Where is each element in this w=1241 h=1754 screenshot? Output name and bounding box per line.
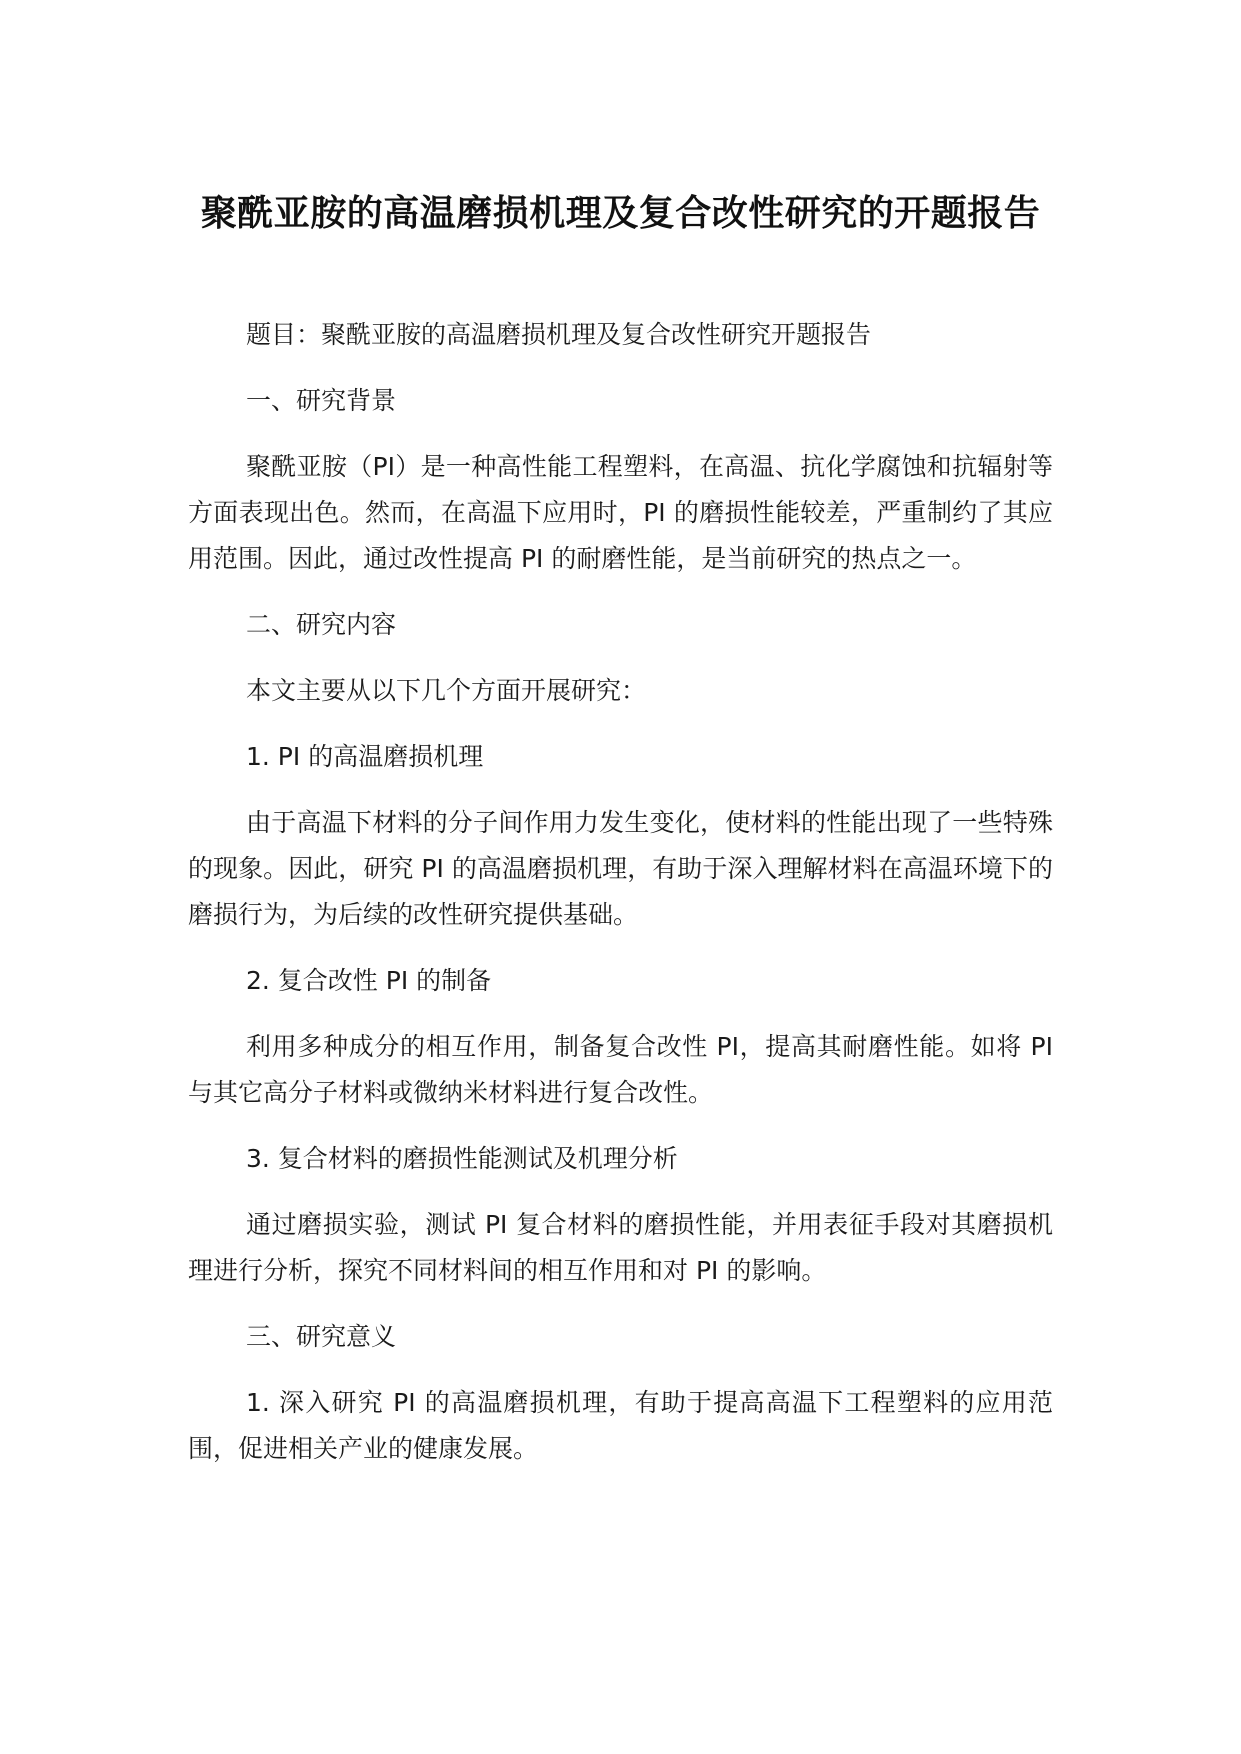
document-title: 聚酰亚胺的高温磨损机理及复合改性研究的开题报告 — [200, 193, 1041, 234]
section-heading-content: 二、研究内容 — [246, 610, 397, 639]
item-paragraph-3: 通过磨损实验，测试 PI 复合材料的磨损性能，并用表征手段对其磨损机理进行分析，探究不同材料间的相互作用和对 PI 的影响。 — [188, 1210, 1053, 1285]
item-heading-1: 1. PI 的高温磨损机理 — [246, 742, 484, 771]
document-body — [188, 312, 1053, 1472]
item-heading-3: 3. 复合材料的磨损性能测试及机理分析 — [246, 1144, 678, 1173]
background-paragraph: 聚酰亚胺（PI）是一种高性能工程塑料，在高温、抗化学腐蚀和抗辐射等方面表现出色。然而，在高温下应用时，PI 的磨损性能较差，严重制约了其应用范围。因此，通过改性提高 PI 的耐磨性能，是当前研究的热点之一。 — [188, 452, 1053, 573]
content-intro: 本文主要从以下几个方面开展研究： — [246, 676, 647, 705]
section-heading-background: 一、研究背景 — [246, 386, 397, 415]
significance-paragraph-1: 1. 深入研究 PI 的高温磨损机理，有助于提高高温下工程塑料的应用范围，促进相关产业的健康发展。 — [188, 1388, 1053, 1463]
item-paragraph-1: 由于高温下材料的分子间作用力发生变化，使材料的性能出现了一些特殊的现象。因此，研究 PI 的高温磨损机理，有助于深入理解材料在高温环境下的磨损行为，为后续的改性研究提供基础。 — [188, 808, 1053, 929]
item-paragraph-2: 利用多种成分的相互作用，制备复合改性 PI，提高其耐磨性能。如将 PI 与其它高分子材料或微纳米材料进行复合改性。 — [188, 1032, 1053, 1107]
item-heading-2: 2. 复合改性 PI 的制备 — [246, 966, 492, 995]
section-heading-significance: 三、研究意义 — [246, 1322, 397, 1351]
topic-line: 题目：聚酰亚胺的高温磨损机理及复合改性研究开题报告 — [246, 320, 872, 349]
